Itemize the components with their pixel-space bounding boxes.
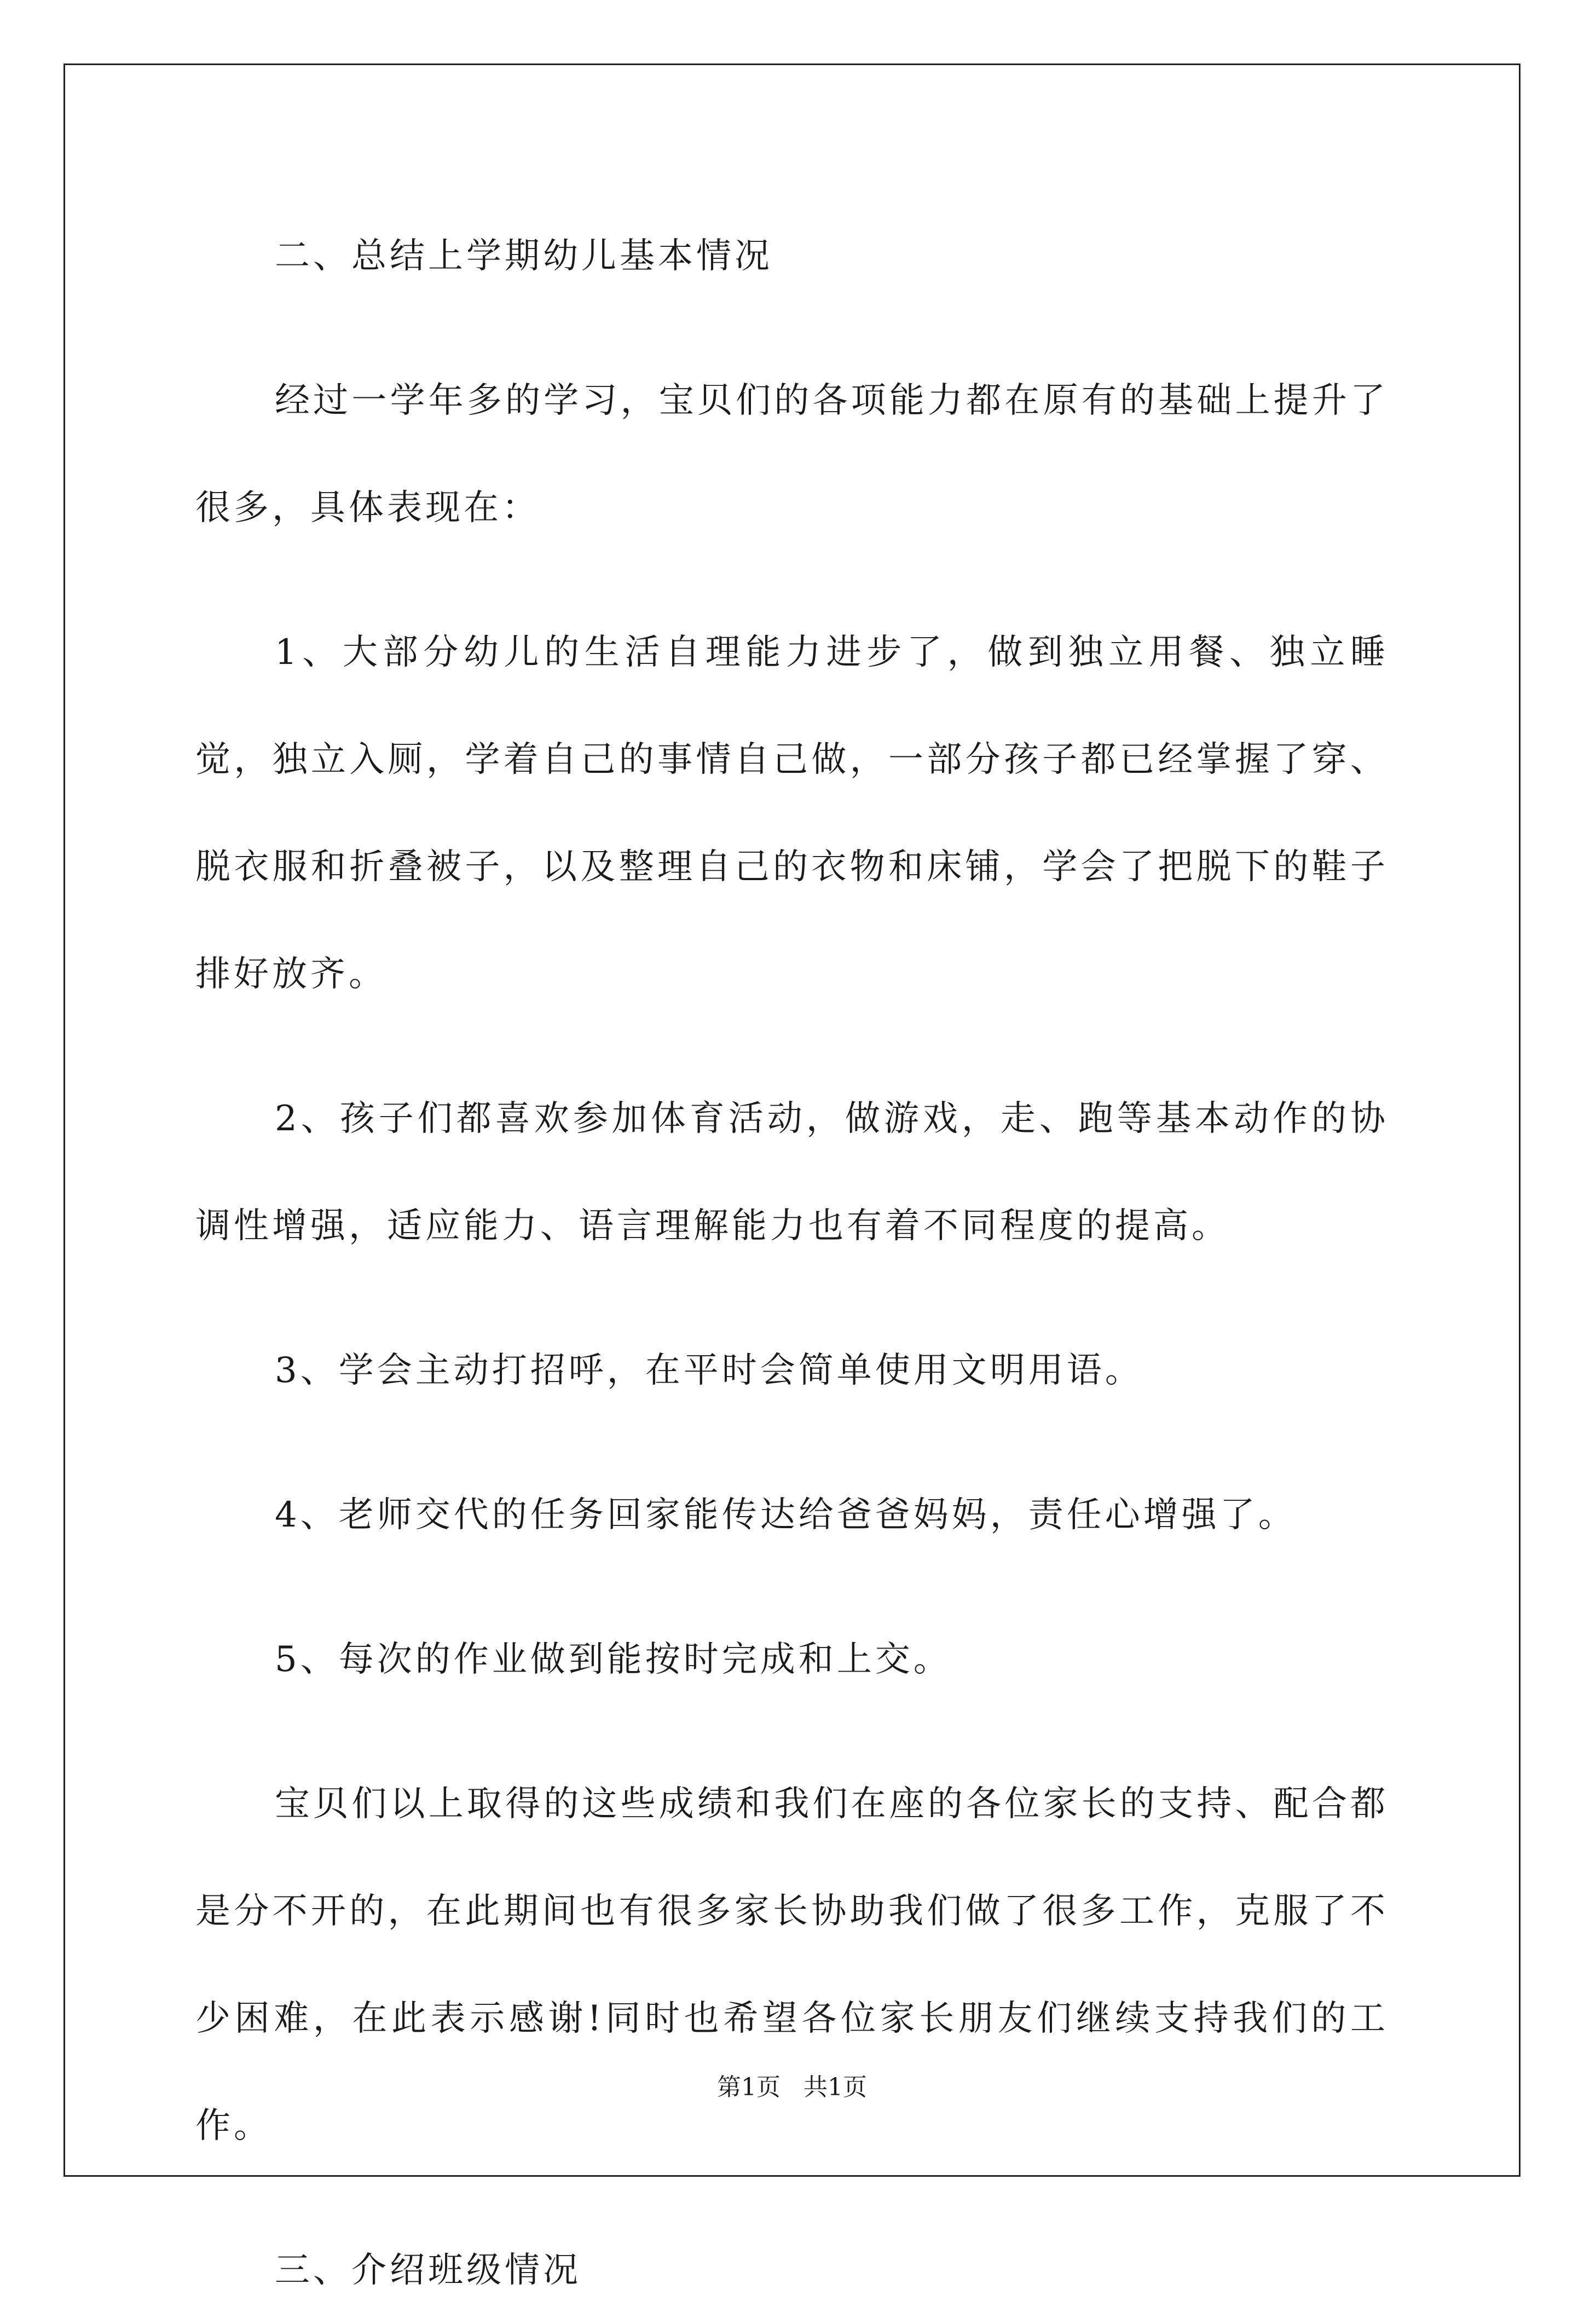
document-body [195, 203, 1389, 2324]
intro-paragraph: 经过一学年多的学习，宝贝们的各项能力都在原有的基础上提升了很多，具体表现在： [195, 380, 1389, 528]
list-item-2: 2、孩子们都喜欢参加体育活动，做游戏，走、跑等基本动作的协调性增强，适应能力、语言理解能力也有着不同程度的提高。 [195, 1099, 1389, 1246]
section-heading-3: 三、介绍班级情况 [275, 2250, 581, 2291]
list-item-3: 3、学会主动打招呼，在平时会简单使用文明用语。 [275, 1350, 1143, 1391]
page-number-footer: 第1页 共1页 [717, 2073, 867, 2101]
list-item-5: 5、每次的作业做到能按时完成和上交。 [275, 1639, 952, 1680]
section-heading-2: 二、总结上学期幼儿基本情况 [275, 236, 773, 276]
thanks-paragraph: 宝贝们以上取得的这些成绩和我们在座的各位家长的支持、配合都是分不开的，在此期间也有很多家长协助我们做了很多工作，克服了不少困难，在此表示感谢!同时也希望各位家长朋友们继续支持我们的工作。 [195, 1784, 1389, 2146]
list-item-1: 1、大部分幼儿的生活自理能力进步了，做到独立用餐、独立睡觉，独立入厕，学着自己的事情自己做，一部分孩子都已经掌握了穿、脱衣服和折叠被子，以及整理自己的衣物和床铺，学会了把脱下的鞋子排好放齐。 [195, 632, 1389, 995]
list-item-4: 4、老师交代的任务回家能传达给爸爸妈妈，责任心增强了。 [275, 1495, 1297, 1535]
